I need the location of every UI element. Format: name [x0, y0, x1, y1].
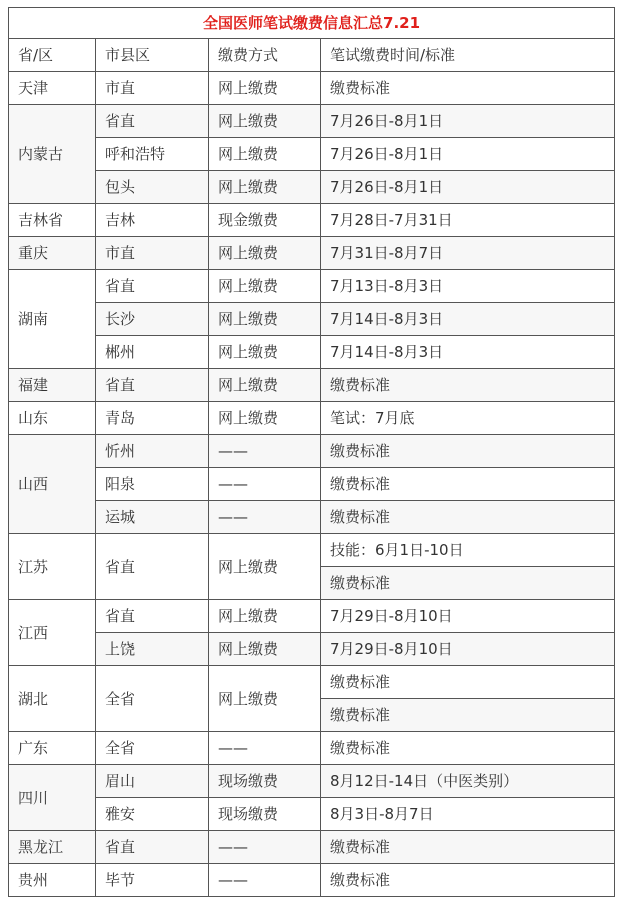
method-cell: 网上缴费: [209, 138, 321, 171]
method-cell: 网上缴费: [209, 534, 321, 600]
method-cell: 网上缴费: [209, 600, 321, 633]
method-cell: 现场缴费: [209, 798, 321, 831]
city-cell: 省直: [96, 105, 209, 138]
time-cell: 7月29日-8月10日: [321, 633, 615, 666]
city-cell: 毕节: [96, 864, 209, 897]
method-cell: 网上缴费: [209, 336, 321, 369]
table-row: [9, 765, 615, 798]
table-row: [9, 138, 615, 171]
province-cell: 四川: [9, 765, 96, 831]
city-cell: 市直: [96, 237, 209, 270]
time-cell: 缴费标准: [321, 468, 615, 501]
city-cell: 省直: [96, 369, 209, 402]
province-cell: 吉林省: [9, 204, 96, 237]
time-cell: 7月26日-8月1日: [321, 105, 615, 138]
table-row: [9, 402, 615, 435]
city-cell: 呼和浩特: [96, 138, 209, 171]
header-method: 缴费方式: [209, 39, 321, 72]
method-cell: ——: [209, 435, 321, 468]
province-cell: 黑龙江: [9, 831, 96, 864]
table-row: [9, 666, 615, 699]
table-row: [9, 336, 615, 369]
time-cell: 缴费标准: [321, 567, 615, 600]
city-cell: 省直: [96, 534, 209, 600]
time-cell: 8月3日-8月7日: [321, 798, 615, 831]
method-cell: 网上缴费: [209, 72, 321, 105]
time-cell: 8月12日-14日（中医类别）: [321, 765, 615, 798]
city-cell: 忻州: [96, 435, 209, 468]
method-cell: ——: [209, 864, 321, 897]
table-row: [9, 270, 615, 303]
header-row: [9, 39, 615, 72]
method-cell: 网上缴费: [209, 633, 321, 666]
city-cell: 阳泉: [96, 468, 209, 501]
table-row: [9, 303, 615, 336]
city-cell: 眉山: [96, 765, 209, 798]
province-cell: 广东: [9, 732, 96, 765]
table-row: [9, 468, 615, 501]
fee-info-table: [8, 7, 615, 897]
time-cell: 7月14日-8月3日: [321, 336, 615, 369]
method-cell: 网上缴费: [209, 171, 321, 204]
table-row: [9, 204, 615, 237]
time-cell: 缴费标准: [321, 72, 615, 105]
time-cell: 7月31日-8月7日: [321, 237, 615, 270]
city-cell: 省直: [96, 831, 209, 864]
time-cell: 缴费标准: [321, 501, 615, 534]
time-cell: 7月14日-8月3日: [321, 303, 615, 336]
method-cell: 网上缴费: [209, 270, 321, 303]
time-cell: 缴费标准: [321, 732, 615, 765]
city-cell: 全省: [96, 666, 209, 732]
method-cell: 网上缴费: [209, 237, 321, 270]
method-cell: ——: [209, 831, 321, 864]
city-cell: 长沙: [96, 303, 209, 336]
time-cell: 缴费标准: [321, 435, 615, 468]
table-row: [9, 732, 615, 765]
province-cell: 湖南: [9, 270, 96, 369]
table-row: [9, 72, 615, 105]
method-cell: 网上缴费: [209, 369, 321, 402]
table-row: [9, 501, 615, 534]
table-row: [9, 633, 615, 666]
method-cell: 网上缴费: [209, 105, 321, 138]
city-cell: 青岛: [96, 402, 209, 435]
table-title: 全国医师笔试缴费信息汇总7.21: [9, 8, 615, 39]
time-cell: 缴费标准: [321, 831, 615, 864]
time-cell: 7月28日-7月31日: [321, 204, 615, 237]
city-cell: 省直: [96, 600, 209, 633]
method-cell: 网上缴费: [209, 666, 321, 732]
time-cell: 笔试：7月底: [321, 402, 615, 435]
city-cell: 全省: [96, 732, 209, 765]
table-row: [9, 435, 615, 468]
table-row: [9, 237, 615, 270]
table-row: [9, 864, 615, 897]
table-row: [9, 798, 615, 831]
province-cell: 天津: [9, 72, 96, 105]
province-cell: 贵州: [9, 864, 96, 897]
province-cell: 内蒙古: [9, 105, 96, 204]
province-cell: 山东: [9, 402, 96, 435]
city-cell: 上饶: [96, 633, 209, 666]
province-cell: 重庆: [9, 237, 96, 270]
time-cell: 缴费标准: [321, 666, 615, 699]
method-cell: 网上缴费: [209, 402, 321, 435]
city-cell: 雅安: [96, 798, 209, 831]
time-cell: 7月26日-8月1日: [321, 138, 615, 171]
method-cell: ——: [209, 732, 321, 765]
city-cell: 郴州: [96, 336, 209, 369]
city-cell: 包头: [96, 171, 209, 204]
time-cell: 缴费标准: [321, 699, 615, 732]
table-row: [9, 105, 615, 138]
city-cell: 市直: [96, 72, 209, 105]
city-cell: 吉林: [96, 204, 209, 237]
time-cell: 7月13日-8月3日: [321, 270, 615, 303]
time-cell: 7月29日-8月10日: [321, 600, 615, 633]
province-cell: 山西: [9, 435, 96, 534]
province-cell: 江西: [9, 600, 96, 666]
header-province: 省/区: [9, 39, 96, 72]
method-cell: 现场缴费: [209, 765, 321, 798]
province-cell: 江苏: [9, 534, 96, 600]
table-row: [9, 369, 615, 402]
method-cell: ——: [209, 468, 321, 501]
time-cell: 缴费标准: [321, 864, 615, 897]
method-cell: ——: [209, 501, 321, 534]
header-time: 笔试缴费时间/标准: [321, 39, 615, 72]
table-row: [9, 831, 615, 864]
time-cell: 技能：6月1日-10日: [321, 534, 615, 567]
city-cell: 省直: [96, 270, 209, 303]
method-cell: 网上缴费: [209, 303, 321, 336]
time-cell: 7月26日-8月1日: [321, 171, 615, 204]
table-row: [9, 600, 615, 633]
table-row: [9, 171, 615, 204]
province-cell: 福建: [9, 369, 96, 402]
time-cell: 缴费标准: [321, 369, 615, 402]
header-city: 市县区: [96, 39, 209, 72]
title-row: [9, 8, 615, 39]
table-row: [9, 534, 615, 567]
city-cell: 运城: [96, 501, 209, 534]
fee-info-table-wrapper: [8, 7, 615, 897]
method-cell: 现金缴费: [209, 204, 321, 237]
province-cell: 湖北: [9, 666, 96, 732]
